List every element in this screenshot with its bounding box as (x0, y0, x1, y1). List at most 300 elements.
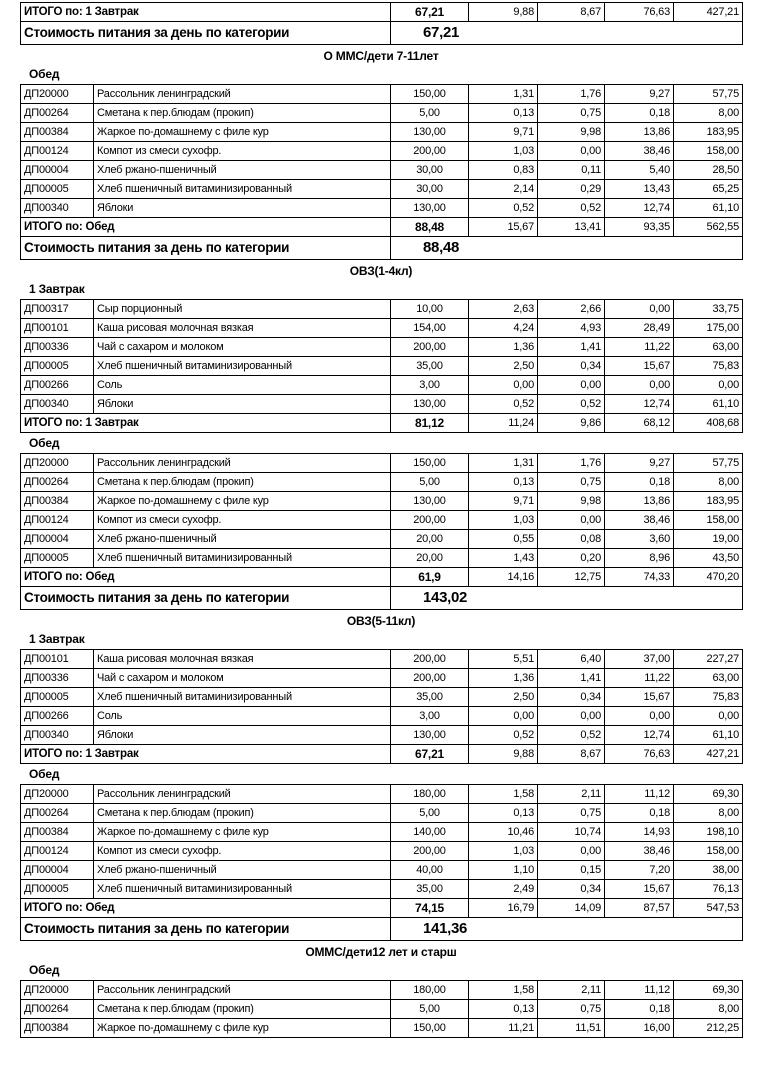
value-cell: 0,00 (605, 376, 674, 395)
value-cell: 0,52 (538, 395, 605, 414)
portion-cell: 5,00 (391, 804, 469, 823)
value-cell: 43,50 (674, 549, 743, 568)
value-cell: 1,76 (538, 454, 605, 473)
product-code-cell: ДП00124 (21, 142, 94, 161)
value-cell: 38,00 (674, 861, 743, 880)
product-name-cell: Хлеб пшеничный витаминизированный (94, 688, 391, 707)
table-row (21, 726, 743, 745)
meal-cost-report (20, 2, 742, 1038)
value-cell: 1,41 (538, 338, 605, 357)
product-code-cell: ДП00124 (21, 511, 94, 530)
totals-value-cell: 8,67 (538, 3, 605, 22)
value-cell: 1,58 (469, 785, 538, 804)
portion-cell: 150,00 (391, 1019, 469, 1038)
product-name-cell: Компот из смеси сухофр. (94, 142, 391, 161)
totals-value-cell: 76,63 (605, 745, 674, 764)
totals-main-value-cell: 67,21 (391, 745, 469, 764)
value-cell: 38,46 (605, 142, 674, 161)
value-cell: 0,13 (469, 1000, 538, 1019)
table-row (21, 842, 743, 861)
value-cell: 0,29 (538, 180, 605, 199)
value-cell: 8,00 (674, 804, 743, 823)
product-code-cell: ДП00101 (21, 650, 94, 669)
value-cell: 57,75 (674, 85, 743, 104)
day-total-row (21, 587, 743, 610)
product-code-cell: ДП00004 (21, 861, 94, 880)
value-cell: 4,24 (469, 319, 538, 338)
product-code-cell: ДП20000 (21, 981, 94, 1000)
product-code-cell: ДП00005 (21, 880, 94, 899)
value-cell: 0,18 (605, 1000, 674, 1019)
product-code-cell: ДП00005 (21, 549, 94, 568)
value-cell: 0,13 (469, 473, 538, 492)
value-cell: 9,27 (605, 454, 674, 473)
value-cell: 1,76 (538, 85, 605, 104)
totals-label-cell: ИТОГО по: Обед (21, 218, 391, 237)
day-total-label-cell: Стоимость питания за день по категории (21, 22, 391, 45)
table-row (21, 492, 743, 511)
day-total-label-cell: Стоимость питания за день по категории (21, 587, 391, 610)
totals-value-cell: 14,09 (538, 899, 605, 918)
value-cell: 65,25 (674, 180, 743, 199)
table-row (21, 376, 743, 395)
portion-cell: 154,00 (391, 319, 469, 338)
totals-value-cell: 427,21 (674, 3, 743, 22)
portion-cell: 130,00 (391, 123, 469, 142)
product-name-cell: Сметана к пер.блюдам (прокип) (94, 1000, 391, 1019)
value-cell: 57,75 (674, 454, 743, 473)
totals-main-value-cell: 74,15 (391, 899, 469, 918)
value-cell: 10,46 (469, 823, 538, 842)
value-cell: 0,55 (469, 530, 538, 549)
totals-value-cell: 8,67 (538, 745, 605, 764)
table-row (21, 1000, 743, 1019)
value-cell: 10,74 (538, 823, 605, 842)
report-table (20, 2, 743, 45)
portion-cell: 20,00 (391, 530, 469, 549)
portion-cell: 30,00 (391, 161, 469, 180)
value-cell: 61,10 (674, 726, 743, 745)
value-cell: 2,66 (538, 300, 605, 319)
portion-cell: 140,00 (391, 823, 469, 842)
value-cell: 0,00 (538, 142, 605, 161)
table-row (21, 473, 743, 492)
totals-value-cell: 11,24 (469, 414, 538, 433)
value-cell: 15,67 (605, 357, 674, 376)
report-table (20, 299, 743, 433)
table-row (21, 161, 743, 180)
portion-cell: 40,00 (391, 861, 469, 880)
totals-value-cell: 15,67 (469, 218, 538, 237)
value-cell: 9,98 (538, 492, 605, 511)
day-total-row (21, 918, 743, 941)
value-cell: 0,00 (538, 511, 605, 530)
value-cell: 0,52 (538, 199, 605, 218)
value-cell: 61,10 (674, 395, 743, 414)
value-cell: 38,46 (605, 842, 674, 861)
table-row (21, 549, 743, 568)
product-code-cell: ДП20000 (21, 454, 94, 473)
value-cell: 37,00 (605, 650, 674, 669)
product-name-cell: Компот из смеси сухофр. (94, 511, 391, 530)
table-row (21, 530, 743, 549)
portion-cell: 200,00 (391, 338, 469, 357)
day-total-row (21, 237, 743, 260)
product-code-cell: ДП00264 (21, 104, 94, 123)
totals-main-value-cell: 88,48 (391, 218, 469, 237)
portion-cell: 35,00 (391, 880, 469, 899)
table-row (21, 707, 743, 726)
product-name-cell: Рассольник ленинградский (94, 981, 391, 1000)
product-code-cell: ДП00004 (21, 161, 94, 180)
value-cell: 2,63 (469, 300, 538, 319)
product-name-cell: Компот из смеси сухофр. (94, 842, 391, 861)
value-cell: 28,50 (674, 161, 743, 180)
product-name-cell: Жаркое по-домашнему с филе кур (94, 1019, 391, 1038)
value-cell: 1,10 (469, 861, 538, 880)
portion-cell: 200,00 (391, 142, 469, 161)
product-code-cell: ДП00124 (21, 842, 94, 861)
product-name-cell: Яблоки (94, 726, 391, 745)
value-cell: 0,08 (538, 530, 605, 549)
value-cell: 0,15 (538, 861, 605, 880)
value-cell: 11,51 (538, 1019, 605, 1038)
value-cell: 0,00 (469, 707, 538, 726)
product-name-cell: Жаркое по-домашнему с филе кур (94, 492, 391, 511)
value-cell: 0,75 (538, 1000, 605, 1019)
day-total-label-cell: Стоимость питания за день по категории (21, 918, 391, 941)
product-code-cell: ДП00340 (21, 726, 94, 745)
product-name-cell: Каша рисовая молочная вязкая (94, 650, 391, 669)
value-cell: 1,41 (538, 669, 605, 688)
value-cell: 11,12 (605, 981, 674, 1000)
totals-main-value-cell: 61,9 (391, 568, 469, 587)
meal-label: Обед (29, 67, 60, 81)
product-name-cell: Жаркое по-домашнему с филе кур (94, 123, 391, 142)
report-table (20, 649, 743, 764)
table-row (21, 650, 743, 669)
product-name-cell: Хлеб пшеничный витаминизированный (94, 357, 391, 376)
product-code-cell: ДП00384 (21, 123, 94, 142)
value-cell: 0,00 (538, 842, 605, 861)
totals-value-cell: 562,55 (674, 218, 743, 237)
product-code-cell: ДП00266 (21, 376, 94, 395)
product-name-cell: Рассольник ленинградский (94, 85, 391, 104)
value-cell: 158,00 (674, 511, 743, 530)
product-code-cell: ДП00264 (21, 1000, 94, 1019)
value-cell: 0,00 (469, 376, 538, 395)
portion-cell: 5,00 (391, 473, 469, 492)
product-name-cell: Хлеб пшеничный витаминизированный (94, 880, 391, 899)
meal-label: Обед (29, 767, 60, 781)
value-cell: 1,31 (469, 454, 538, 473)
product-code-cell: ДП00005 (21, 180, 94, 199)
table-row (21, 142, 743, 161)
totals-label-cell: ИТОГО по: Обед (21, 568, 391, 587)
value-cell: 0,75 (538, 804, 605, 823)
table-row (21, 180, 743, 199)
product-code-cell: ДП20000 (21, 785, 94, 804)
report-table (20, 784, 743, 941)
value-cell: 0,52 (469, 199, 538, 218)
product-name-cell: Соль (94, 376, 391, 395)
value-cell: 0,00 (538, 376, 605, 395)
portion-cell: 35,00 (391, 357, 469, 376)
value-cell: 13,43 (605, 180, 674, 199)
value-cell: 28,49 (605, 319, 674, 338)
product-code-cell: ДП20000 (21, 85, 94, 104)
portion-cell: 3,00 (391, 707, 469, 726)
totals-label-cell: ИТОГО по: 1 Завтрак (21, 3, 391, 22)
portion-cell: 130,00 (391, 395, 469, 414)
portion-cell: 130,00 (391, 199, 469, 218)
value-cell: 0,18 (605, 104, 674, 123)
product-name-cell: Хлеб пшеничный витаминизированный (94, 180, 391, 199)
totals-label-cell: ИТОГО по: Обед (21, 899, 391, 918)
meal-label: 1 Завтрак (29, 282, 85, 296)
table-row (21, 688, 743, 707)
value-cell: 11,22 (605, 338, 674, 357)
table-row (21, 981, 743, 1000)
table-row (21, 104, 743, 123)
section-title: О ММС/дети 7-11лет (323, 49, 439, 63)
product-code-cell: ДП00266 (21, 707, 94, 726)
value-cell: 9,71 (469, 123, 538, 142)
product-code-cell: ДП00264 (21, 804, 94, 823)
product-code-cell: ДП00336 (21, 338, 94, 357)
value-cell: 2,49 (469, 880, 538, 899)
product-name-cell: Чай с сахаром и молоком (94, 338, 391, 357)
value-cell: 19,00 (674, 530, 743, 549)
day-total-value-cell: 88,48 (391, 237, 743, 260)
value-cell: 0,75 (538, 473, 605, 492)
value-cell: 0,34 (538, 688, 605, 707)
table-row (21, 454, 743, 473)
value-cell: 9,98 (538, 123, 605, 142)
day-total-value-cell: 67,21 (391, 22, 743, 45)
table-row (21, 338, 743, 357)
product-code-cell: ДП00384 (21, 823, 94, 842)
value-cell: 0,00 (674, 707, 743, 726)
portion-cell: 130,00 (391, 492, 469, 511)
totals-value-cell: 16,79 (469, 899, 538, 918)
portion-cell: 30,00 (391, 180, 469, 199)
value-cell: 158,00 (674, 142, 743, 161)
totals-value-cell: 93,35 (605, 218, 674, 237)
table-row (21, 880, 743, 899)
value-cell: 8,96 (605, 549, 674, 568)
totals-value-cell: 76,63 (605, 3, 674, 22)
value-cell: 1,31 (469, 85, 538, 104)
value-cell: 0,20 (538, 549, 605, 568)
section-title: ОВЗ(5-11кл) (346, 614, 416, 628)
product-name-cell: Хлеб ржано-пшеничный (94, 161, 391, 180)
value-cell: 14,93 (605, 823, 674, 842)
value-cell: 38,46 (605, 511, 674, 530)
totals-value-cell: 470,20 (674, 568, 743, 587)
value-cell: 13,86 (605, 492, 674, 511)
value-cell: 0,34 (538, 357, 605, 376)
table-row (21, 199, 743, 218)
portion-cell: 20,00 (391, 549, 469, 568)
table-row (21, 511, 743, 530)
value-cell: 61,10 (674, 199, 743, 218)
table-row (21, 804, 743, 823)
table-row (21, 395, 743, 414)
value-cell: 2,11 (538, 785, 605, 804)
totals-row (21, 218, 743, 237)
product-code-cell: ДП00340 (21, 199, 94, 218)
value-cell: 69,30 (674, 785, 743, 804)
product-name-cell: Яблоки (94, 395, 391, 414)
portion-cell: 200,00 (391, 842, 469, 861)
section-title: ОВЗ(1-4кл) (349, 264, 413, 278)
value-cell: 6,40 (538, 650, 605, 669)
totals-row (21, 568, 743, 587)
value-cell: 227,27 (674, 650, 743, 669)
product-code-cell: ДП00336 (21, 669, 94, 688)
meal-label: Обед (29, 436, 60, 450)
totals-value-cell: 9,88 (469, 3, 538, 22)
product-name-cell: Хлеб пшеничный витаминизированный (94, 549, 391, 568)
product-name-cell: Рассольник ленинградский (94, 785, 391, 804)
totals-value-cell: 13,41 (538, 218, 605, 237)
value-cell: 8,00 (674, 473, 743, 492)
report-table (20, 980, 743, 1038)
value-cell: 9,27 (605, 85, 674, 104)
totals-main-value-cell: 81,12 (391, 414, 469, 433)
value-cell: 1,36 (469, 338, 538, 357)
portion-cell: 10,00 (391, 300, 469, 319)
table-row (21, 123, 743, 142)
value-cell: 11,12 (605, 785, 674, 804)
value-cell: 75,83 (674, 688, 743, 707)
value-cell: 0,18 (605, 804, 674, 823)
value-cell: 11,21 (469, 1019, 538, 1038)
value-cell: 0,18 (605, 473, 674, 492)
product-name-cell: Чай с сахаром и молоком (94, 669, 391, 688)
product-name-cell: Яблоки (94, 199, 391, 218)
value-cell: 183,95 (674, 492, 743, 511)
product-code-cell: ДП00317 (21, 300, 94, 319)
totals-main-value-cell: 67,21 (391, 3, 469, 22)
value-cell: 63,00 (674, 669, 743, 688)
table-row (21, 861, 743, 880)
totals-value-cell: 74,33 (605, 568, 674, 587)
table-row (21, 1019, 743, 1038)
value-cell: 12,74 (605, 199, 674, 218)
value-cell: 0,83 (469, 161, 538, 180)
table-row (21, 319, 743, 338)
value-cell: 8,00 (674, 104, 743, 123)
value-cell: 1,03 (469, 142, 538, 161)
value-cell: 4,93 (538, 319, 605, 338)
table-row (21, 85, 743, 104)
portion-cell: 150,00 (391, 454, 469, 473)
value-cell: 13,86 (605, 123, 674, 142)
value-cell: 0,00 (605, 707, 674, 726)
value-cell: 2,11 (538, 981, 605, 1000)
product-code-cell: ДП00384 (21, 492, 94, 511)
totals-value-cell: 9,88 (469, 745, 538, 764)
product-name-cell: Каша рисовая молочная вязкая (94, 319, 391, 338)
value-cell: 198,10 (674, 823, 743, 842)
value-cell: 183,95 (674, 123, 743, 142)
value-cell: 3,60 (605, 530, 674, 549)
table-row (21, 669, 743, 688)
value-cell: 2,14 (469, 180, 538, 199)
totals-value-cell: 87,57 (605, 899, 674, 918)
value-cell: 5,51 (469, 650, 538, 669)
product-name-cell: Рассольник ленинградский (94, 454, 391, 473)
value-cell: 0,13 (469, 804, 538, 823)
totals-value-cell: 9,86 (538, 414, 605, 433)
day-total-value-cell: 143,02 (391, 587, 743, 610)
value-cell: 0,52 (538, 726, 605, 745)
totals-row (21, 899, 743, 918)
product-code-cell: ДП00005 (21, 357, 94, 376)
value-cell: 15,67 (605, 880, 674, 899)
section-title: ОММС/дети12 лет и старш (305, 945, 457, 959)
table-row (21, 823, 743, 842)
table-row (21, 300, 743, 319)
totals-row (21, 414, 743, 433)
value-cell: 0,11 (538, 161, 605, 180)
value-cell: 7,20 (605, 861, 674, 880)
value-cell: 11,22 (605, 669, 674, 688)
value-cell: 5,40 (605, 161, 674, 180)
portion-cell: 180,00 (391, 981, 469, 1000)
totals-value-cell: 12,75 (538, 568, 605, 587)
totals-label-cell: ИТОГО по: 1 Завтрак (21, 414, 391, 433)
value-cell: 12,74 (605, 726, 674, 745)
value-cell: 0,34 (538, 880, 605, 899)
product-code-cell: ДП00101 (21, 319, 94, 338)
report-table (20, 84, 743, 260)
totals-value-cell: 427,21 (674, 745, 743, 764)
table-row (21, 357, 743, 376)
portion-cell: 5,00 (391, 1000, 469, 1019)
value-cell: 0,75 (538, 104, 605, 123)
product-name-cell: Сметана к пер.блюдам (прокип) (94, 104, 391, 123)
meal-label: 1 Завтрак (29, 632, 85, 646)
value-cell: 1,43 (469, 549, 538, 568)
product-name-cell: Сметана к пер.блюдам (прокип) (94, 804, 391, 823)
value-cell: 0,00 (674, 376, 743, 395)
product-name-cell: Сыр порционный (94, 300, 391, 319)
portion-cell: 5,00 (391, 104, 469, 123)
value-cell: 0,00 (538, 707, 605, 726)
report-table (20, 453, 743, 610)
value-cell: 158,00 (674, 842, 743, 861)
product-name-cell: Жаркое по-домашнему с филе кур (94, 823, 391, 842)
portion-cell: 200,00 (391, 511, 469, 530)
totals-label-cell: ИТОГО по: 1 Завтрак (21, 745, 391, 764)
meal-label: Обед (29, 963, 60, 977)
value-cell: 212,25 (674, 1019, 743, 1038)
value-cell: 12,74 (605, 395, 674, 414)
value-cell: 63,00 (674, 338, 743, 357)
value-cell: 0,00 (605, 300, 674, 319)
product-name-cell: Хлеб ржано-пшеничный (94, 861, 391, 880)
value-cell: 0,52 (469, 395, 538, 414)
value-cell: 15,67 (605, 688, 674, 707)
product-name-cell: Хлеб ржано-пшеничный (94, 530, 391, 549)
product-name-cell: Соль (94, 707, 391, 726)
value-cell: 33,75 (674, 300, 743, 319)
value-cell: 76,13 (674, 880, 743, 899)
value-cell: 1,58 (469, 981, 538, 1000)
